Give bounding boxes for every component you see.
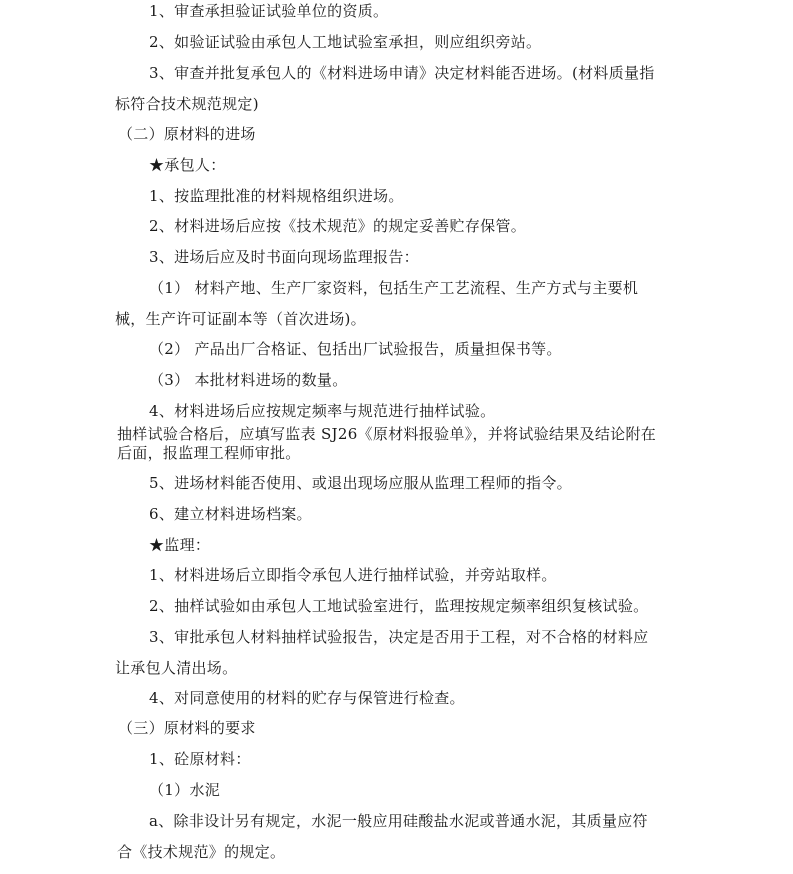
text-line: 4、对同意使用的材料的贮存与保管进行检查。	[149, 689, 465, 707]
text-line: 5、进场材料能否使用、或退出现场应服从监理工程师的指令。	[149, 474, 572, 492]
text-line: （1） 材料产地、生产厂家资料，包括生产工艺流程、生产方式与主要机	[149, 279, 639, 297]
text-line: （2） 产品出厂合格证、包括出厂试验报告，质量担保书等。	[149, 340, 562, 358]
text-line: a、除非设计另有规定，水泥一般应用硅酸盐水泥或普通水泥，其质量应符	[149, 812, 648, 830]
text-line: 2、抽样试验如由承包人工地试验室进行，监理按规定频率组织复核试验。	[149, 597, 649, 615]
section-heading: （三）原材料的要求	[118, 719, 256, 737]
text-line: 4、材料进场后应按规定频率与规范进行抽样试验。	[149, 402, 496, 420]
text-line: 2、材料进场后应按《技术规范》的规定妥善贮存保管。	[149, 217, 527, 235]
text-line: （1）水泥	[149, 781, 221, 799]
text-line: 2、如验证试验由承包人工地试验室承担，则应组织旁站。	[149, 33, 542, 51]
text-line: 抽样试验合格后，应填写监表 SJ26《原材料报验单》，并将试验结果及结论附在	[117, 425, 657, 443]
text-line: 3、进场后应及时书面向现场监理报告：	[149, 248, 419, 266]
text-line: 3、审查并批复承包人的《材料进场申请》决定材料能否进场。(材料质量指	[149, 64, 655, 82]
text-line: 后面，报监理工程师审批。	[117, 444, 301, 462]
text-line: （3） 本批材料进场的数量。	[149, 371, 348, 389]
text-line: 合《技术规范》的规定。	[117, 843, 286, 861]
text-line: 1、审查承担验证试验单位的资质。	[149, 2, 389, 20]
text-line: 1、按监理批准的材料规格组织进场。	[149, 187, 404, 205]
text-line: 6、建立材料进场档案。	[149, 505, 312, 523]
section-heading: （二）原材料的进场	[118, 125, 256, 143]
subheading: ★监理：	[149, 536, 211, 554]
subheading: ★承包人：	[149, 156, 226, 174]
text-line: 械，生产许可证副本等（首次进场)。	[115, 310, 366, 328]
text-line: 让承包人清出场。	[115, 659, 238, 677]
text-line: 1、材料进场后立即指令承包人进行抽样试验，并旁站取样。	[149, 566, 557, 584]
text-line: 1、砼原材料：	[149, 750, 251, 768]
text-line: 3、审批承包人材料抽样试验报告，决定是否用于工程，对不合格的材料应	[149, 628, 649, 646]
text-line: 标符合技术规范规定)	[115, 95, 259, 113]
